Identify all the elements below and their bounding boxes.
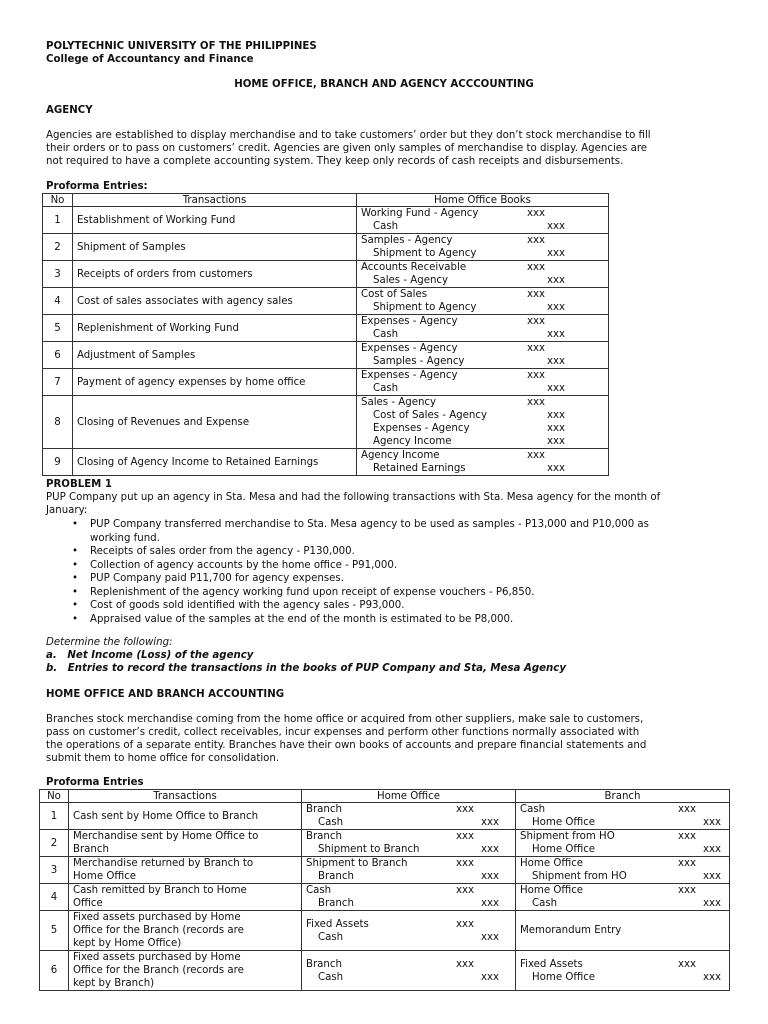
college-name: College of Accountancy and Finance [46,54,254,65]
hob-table-title: Proforma Entries [46,777,144,788]
list-item: • Appraised value of the samples at the end of the month is estimated to be P8,000. [90,613,740,627]
account-name: Samples - Agency [373,356,465,367]
journal-entry-cell [357,342,609,369]
determine-label: Determine the following: [46,637,173,648]
journal-line [361,449,604,462]
account-name: Home Office [532,844,596,855]
table-row [40,911,730,951]
account-name: Accounts Receivable [361,262,467,273]
amount: xxx [678,858,697,869]
agency-intro [46,129,726,168]
amount: xxx [547,436,566,447]
amount: xxx [527,397,546,408]
home-office-entry-cell [302,857,516,884]
table-row [43,315,609,342]
amount: xxx [527,450,546,461]
branch-entry-cell [516,884,730,911]
journal-line [520,830,725,843]
table-header-row [40,790,730,803]
row-number: 7 [43,369,73,396]
branch-entry-cell [516,857,730,884]
amount: xxx [456,831,475,842]
journal-line [361,234,604,247]
journal-entry-cell [357,207,609,234]
account-name: Cash [318,971,344,983]
transaction-cell [69,884,302,911]
row-number: 9 [43,449,73,476]
account-name: Home Office [520,885,584,896]
journal-entry-cell [357,369,609,396]
account-name: Home Office [532,971,596,983]
amount: xxx [456,858,475,869]
journal-line [520,816,725,829]
account-name: Retained Earnings [373,463,466,474]
table-row [43,288,609,315]
journal-line [361,328,604,341]
header-no: No [43,194,73,207]
home-office-entry-cell [302,911,516,951]
journal-line [361,462,604,475]
account-name: Cash [318,817,344,828]
branch-entry-cell [516,951,730,991]
journal-line [520,843,725,856]
journal-line [520,857,725,870]
journal-line [361,207,604,220]
amount: xxx [527,370,546,381]
account-name: Fixed Assets [520,958,583,970]
journal-line [306,816,511,829]
amount: xxx [481,971,500,983]
list-item: • Cost of goods sold identified with the agency sales - P93,000. [90,599,740,613]
hob-heading: HOME OFFICE AND BRANCH ACCOUNTING [46,689,285,700]
journal-line [520,803,725,816]
account-name: Expenses - Agency [361,370,458,381]
amount: xxx [547,248,566,259]
journal-line [361,409,604,422]
journal-line [520,884,725,897]
account-name: Shipment to Agency [373,302,477,313]
journal-entry-cell [357,315,609,342]
journal-line [361,396,604,409]
amount: xxx [678,958,697,970]
account-name: Samples - Agency [361,235,453,246]
list-item: • Receipts of sales order from the agency - P130,000. [90,545,740,559]
agency-table-title: Proforma Entries: [46,181,148,192]
row-number: 5 [40,911,69,951]
journal-line [306,884,511,897]
transaction-line: Branch [73,844,109,855]
journal-line [520,958,725,971]
amount: xxx [547,221,566,232]
transaction-line: Office [73,898,103,909]
account-name: Cash [306,885,332,896]
journal-line [306,958,511,971]
branch-entry-cell [516,830,730,857]
account-name: Expenses - Agency [373,423,470,434]
transaction-line: Merchandise returned by Branch to [73,858,254,869]
account-name: Branch [306,831,342,842]
table-row [40,884,730,911]
row-number: 2 [40,830,69,857]
home-office-entry-cell [302,884,516,911]
account-name: Agency Income [373,436,452,447]
amount: xxx [527,289,546,300]
document-title: HOME OFFICE, BRANCH AND AGENCY ACCCOUNTING [234,79,534,90]
account-name: Branch [306,804,342,815]
problem-intro [46,491,726,517]
account-name: Home Office [532,817,596,828]
journal-line [520,897,725,910]
row-number: 3 [40,857,69,884]
amount: xxx [481,931,500,943]
amount: xxx [547,423,566,434]
account-name: Cost of Sales - Agency [373,410,488,421]
amount: xxx [527,235,546,246]
hob-proforma-table [39,789,730,991]
transaction-cell: Cost of sales associates with agency sales [73,288,357,315]
row-number: 3 [43,261,73,288]
table-row [43,261,609,288]
header-transactions: Transactions [69,790,302,803]
transaction-cell [69,803,302,830]
amount: xxx [456,804,475,815]
amount: xxx [547,356,566,367]
account-name: Shipment to Branch [306,858,408,869]
journal-line [520,971,725,984]
row-number: 1 [40,803,69,830]
transaction-cell [69,911,302,951]
home-office-entry-cell [302,830,516,857]
account-name: Branch [318,871,354,882]
journal-line [361,288,604,301]
journal-line [361,369,604,382]
problem-intro-line: January: [46,505,88,516]
home-office-entry-cell [302,803,516,830]
problem-heading: PROBLEM 1 [46,479,112,490]
determine-item-b: b. Entries to record the transactions in the books of PUP Company and Sta, Mesa Agency [46,663,566,674]
row-number: 4 [40,884,69,911]
account-name: Working Fund - Agency [361,208,479,219]
account-name: Sales - Agency [361,397,437,408]
table-row [40,951,730,991]
amount: xxx [547,329,566,340]
agency-proforma-table [42,193,609,476]
journal-line [520,870,725,883]
branch-memo-cell: Memorandum Entry [516,911,730,951]
problem-intro-line: PUP Company put up an agency in Sta. Mesa and had the following transactions with Sta. Mesa agency for the month of [46,492,661,503]
transaction-line: Cash sent by Home Office to Branch [73,810,259,822]
amount: xxx [703,971,722,983]
account-name: Shipment from HO [532,871,627,882]
account-name: Expenses - Agency [361,316,458,327]
header-home-office: Home Office [302,790,516,803]
journal-line [361,355,604,368]
amount: xxx [703,898,722,909]
row-number: 6 [40,951,69,991]
amount: xxx [456,885,475,896]
journal-line [361,315,604,328]
journal-line [361,422,604,435]
amount: xxx [481,898,500,909]
transaction-line: Fixed assets purchased by Home [73,912,241,923]
transaction-line: Cash remitted by Branch to Home [73,885,247,896]
table-row [43,234,609,261]
amount: xxx [481,817,500,828]
journal-line [361,301,604,314]
transaction-cell: Shipment of Samples [73,234,357,261]
transaction-line: Merchandise sent by Home Office to [73,831,259,842]
amount: xxx [456,918,475,930]
transaction-line: Fixed assets purchased by Home [73,952,241,963]
branch-entry-cell [516,803,730,830]
journal-entry-cell [357,288,609,315]
account-name: Shipment from HO [520,831,615,842]
transaction-line: kept by Home Office) [73,938,182,949]
list-item: • PUP Company paid P11,700 for agency expenses. [90,572,740,586]
hob-intro-line: the operations of a separate entity. Branches have their own books of accounts and prepare financial statements and [46,740,647,751]
transaction-cell: Replenishment of Working Fund [73,315,357,342]
journal-line [361,382,604,395]
hob-intro-line: submit them to home office for consolidation. [46,753,280,764]
university-name: POLYTECHNIC UNIVERSITY OF THE PHILIPPINES [46,41,317,52]
transaction-cell [69,830,302,857]
list-item: • Replenishment of the agency working fund upon receipt of expense vouchers - P6,850. [90,586,740,600]
table-row [40,830,730,857]
account-name: Shipment to Agency [373,248,477,259]
amount: xxx [527,343,546,354]
table-row [43,449,609,476]
journal-line [361,261,604,274]
agency-intro-line: not required to have a complete accounting system. They keep only records of cash receipts and disbursements. [46,156,624,167]
table-row [40,857,730,884]
table-header-row [43,194,609,207]
amount: xxx [456,958,475,970]
journal-line [306,870,511,883]
account-name: Branch [306,958,342,970]
account-name: Cost of Sales [361,289,428,300]
row-number: 2 [43,234,73,261]
table-row [43,207,609,234]
journal-line [361,342,604,355]
amount: xxx [678,804,697,815]
journal-line [306,843,511,856]
amount: xxx [527,208,546,219]
journal-line [306,897,511,910]
transaction-cell: Establishment of Working Fund [73,207,357,234]
list-item: • Collection of agency accounts by the home office - P91,000. [90,559,740,573]
transaction-cell: Closing of Agency Income to Retained Earnings [73,449,357,476]
header-branch: Branch [516,790,730,803]
transaction-line: Office for the Branch (records are [73,965,244,976]
table-row [43,342,609,369]
amount: xxx [678,885,697,896]
amount: xxx [547,302,566,313]
amount: xxx [678,831,697,842]
journal-entry-cell [357,261,609,288]
amount: xxx [527,262,546,273]
journal-line [306,971,511,984]
account-name: Cash [532,898,558,909]
header-no: No [40,790,69,803]
journal-line [306,803,511,816]
problem-bullet-list [64,518,740,626]
journal-line [361,435,604,448]
agency-intro-line: Agencies are established to display merchandise and to take customers’ order but they don’t stock merchandise to fill [46,130,651,141]
hob-intro-line: Branches stock merchandise coming from the home office or acquired from other suppliers, make sale to customers, [46,714,644,725]
row-number: 8 [43,396,73,449]
account-name: Shipment to Branch [318,844,420,855]
account-name: Cash [373,383,399,394]
transaction-cell [69,951,302,991]
table-row [43,396,609,449]
amount: xxx [547,410,566,421]
amount: xxx [703,871,722,882]
journal-entry-cell [357,449,609,476]
account-name: Cash [520,804,546,815]
transaction-line: Home Office [73,871,137,882]
row-number: 4 [43,288,73,315]
agency-intro-line: their orders or to pass on customers’ credit. Agencies are given only samples of merchandise to display. Agencies are [46,143,648,154]
journal-line [306,830,511,843]
transaction-line: Office for the Branch (records are [73,925,244,936]
account-name: Sales - Agency [373,275,449,286]
determine-item-a: a. Net Income (Loss) of the agency [46,650,254,661]
journal-line [361,274,604,287]
amount: xxx [481,844,500,855]
amount: xxx [703,817,722,828]
row-number: 1 [43,207,73,234]
account-name: Cash [373,329,399,340]
agency-heading: AGENCY [46,105,93,116]
journal-line [361,220,604,233]
transaction-line: kept by Branch) [73,978,155,989]
amount: xxx [481,871,500,882]
journal-entry-cell [357,234,609,261]
account-name: Fixed Assets [306,918,369,930]
account-name: Branch [318,898,354,909]
transaction-cell: Receipts of orders from customers [73,261,357,288]
row-number: 6 [43,342,73,369]
journal-entry-cell [357,396,609,449]
header-home-office-books: Home Office Books [357,194,609,207]
account-name: Cash [373,221,399,232]
transaction-cell: Payment of agency expenses by home office [73,369,357,396]
account-name: Agency Income [361,450,440,461]
amount: xxx [547,383,566,394]
header-transactions: Transactions [73,194,357,207]
table-row [40,803,730,830]
transaction-cell: Adjustment of Samples [73,342,357,369]
table-row [43,369,609,396]
journal-line [306,857,511,870]
journal-line [306,918,511,931]
account-name: Cash [318,931,344,943]
hob-intro-line: pass on customer’s credit, collect receivables, incur expenses and perform other functions normally associated with [46,727,640,738]
account-name: Home Office [520,858,584,869]
amount: xxx [547,275,566,286]
transaction-cell: Closing of Revenues and Expense [73,396,357,449]
transaction-cell [69,857,302,884]
amount: xxx [703,844,722,855]
row-number: 5 [43,315,73,342]
list-item: • PUP Company transferred merchandise to Sta. Mesa agency to be used as samples - P13,000 and P10,000 as working fund. [90,518,690,545]
journal-line [361,247,604,260]
account-name: Expenses - Agency [361,343,458,354]
amount: xxx [547,463,566,474]
home-office-entry-cell [302,951,516,991]
hob-intro [46,713,726,765]
amount: xxx [527,316,546,327]
journal-line [306,931,511,944]
